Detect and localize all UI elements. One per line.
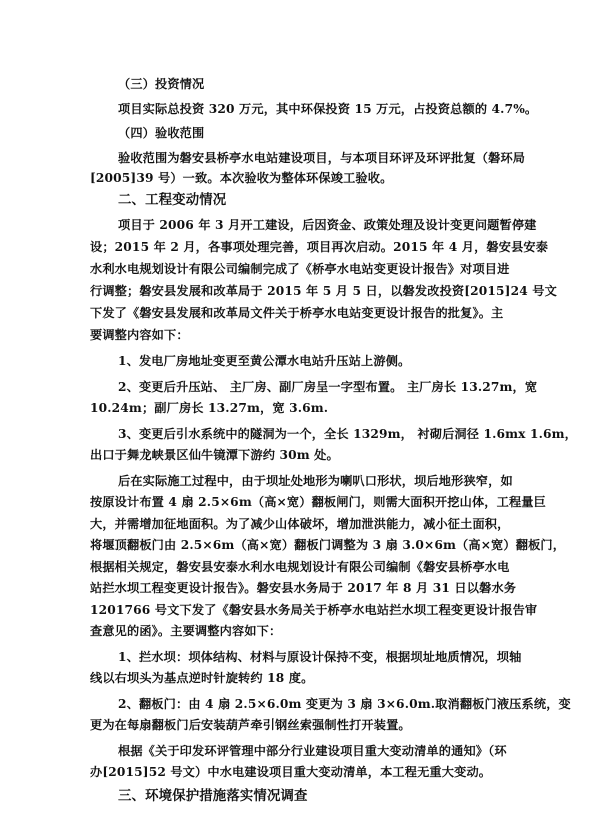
paragraph-line: [2005]39 号）一致。本次验收为整体环保竣工验收。 — [90, 171, 393, 185]
paragraph-line: 验收范围为磐安县桥亭水电站建设项目，与本项目环评及环评批复（磐环局 — [118, 151, 526, 165]
paragraph-line: 项目实际总投资 320 万元，其中环保投资 15 万元，占投资总额的 4.7%。 — [118, 102, 538, 116]
paragraph-line: 水利水电规划设计有限公司编制完成了《桥亭水电站变更设计报告》对项目进 — [90, 262, 510, 276]
paragraph-line: 办[2015]52 号文）中水电建设项目重大变动清单，本工程无重大变动。 — [90, 765, 492, 779]
list-item: 1、拦水坝：坝体结构、材料与原设计保持不变，根据坝址地质情况，坝轴 — [118, 650, 522, 664]
chapter-heading-environmental-measures: 三、环境保护措施落实情况调查 — [118, 788, 308, 804]
paragraph-line: 站拦水坝工程变更设计报告》。磐安县水务局于 2017 年 8 月 31 日以磐水务 — [90, 581, 517, 595]
list-item: 2、翻板门：由 4 扇 2.5×6.0m 变更为 3 扇 3×6.0m.取消翻板门液压系统，变 — [118, 697, 571, 711]
paragraph-line: 要调整内容如下： — [90, 328, 189, 342]
list-item-continuation: 更为在每扇翻板门后安装葫芦牵引钢丝索强制性打开装置。 — [90, 718, 411, 732]
paragraph-line: 后在实际施工过程中，由于坝址处地形为喇叭口形状，坝后地形狭窄，如 — [118, 474, 513, 488]
paragraph-line: 下发了《磐安县发展和改革局文件关于桥亭水电站变更设计报告的批复》。主 — [90, 306, 504, 320]
paragraph-line: 1201766 号文下发了《磐安县水务局关于桥亭水电站拦水坝工程变更设计报告审 — [90, 603, 538, 617]
section-heading-investment: （三）投资情况 — [118, 77, 205, 91]
paragraph-line: 大，并需增加征地面积。为了减少山体破坏，增加泄洪能力，减小征土面积， — [90, 517, 510, 531]
paragraph-line: 设；2015 年 2 月，各事项处理完善，项目再次启动。2015 年 4 月，磐安县安泰 — [90, 240, 549, 254]
paragraph-line: 查意见的函》。主要调整内容如下： — [90, 624, 282, 638]
paragraph-line: 行调整；磐安县发展和改革局于 2015 年 5 月 5 日，以磐发改投资[2015]24 号文 — [90, 284, 557, 298]
paragraph-line: 将堰顶翻板门由 2.5×6m（高×宽）翻板门调整为 3 扇 3.0×6m（高×宽）翻板门， — [90, 538, 566, 552]
paragraph-line: 根据《关于印发环评管理中部分行业建设项目重大变动清单的通知》（环 — [118, 744, 507, 758]
list-item: 3、变更后引水系统中的隧洞为一个，全长 1329m， 衬砌后洞径 1.6mx 1.6m， — [118, 427, 578, 441]
list-item: 1、发电厂房地址变更至黄公潭水电站升压站上游侧。 — [118, 354, 411, 368]
list-item-continuation: 10.24m；副厂房长 13.27m，宽 3.6m. — [90, 401, 329, 415]
section-heading-acceptance-scope: （四）验收范围 — [118, 126, 205, 140]
list-item-continuation: 出口于舞龙峡景区仙牛镜潭下游约 30m 处。 — [90, 448, 339, 462]
chapter-heading-project-changes: 二、工程变动情况 — [118, 192, 227, 208]
paragraph-line: 项目于 2006 年 3 月开工建设，后因资金、政策处理及设计变更问题暂停建 — [118, 218, 537, 232]
list-item-continuation: 线以右坝头为基点逆时针旋转约 18 度。 — [90, 671, 314, 685]
paragraph-line: 根据相关规定，磐安县安泰水利水电规划设计有限公司编制《磐安县桥亭水电 — [90, 560, 510, 574]
paragraph-line: 按原设计布置 4 扇 2.5×6m（高×宽）翻板闸门，则需大面积开挖山体，工程量巨 — [90, 495, 546, 509]
list-item: 2、变更后升压站、 主厂房、副厂房呈一字型布置。 主厂房长 13.27m，宽 — [118, 380, 538, 394]
